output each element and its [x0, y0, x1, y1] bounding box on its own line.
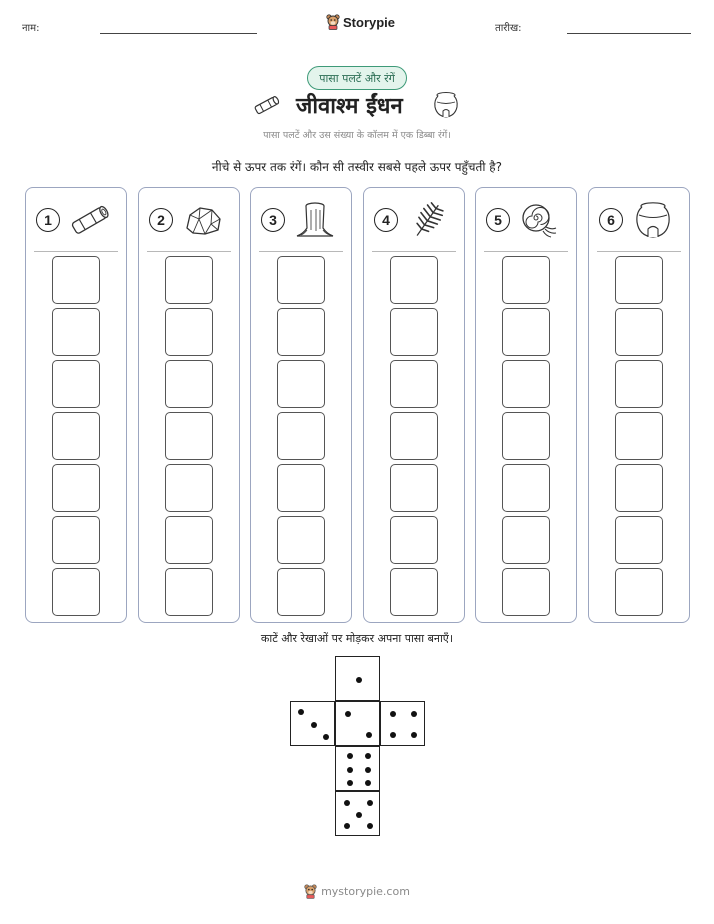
- color-box[interactable]: [165, 256, 213, 304]
- tree-stump-icon: [293, 200, 337, 240]
- color-box[interactable]: [615, 360, 663, 408]
- die-face[interactable]: [335, 701, 380, 746]
- color-box[interactable]: [390, 464, 438, 512]
- color-box[interactable]: [502, 568, 550, 616]
- color-box[interactable]: [615, 308, 663, 356]
- die-face[interactable]: [335, 656, 380, 701]
- die-pip: [298, 709, 304, 715]
- column-1: [25, 187, 127, 623]
- column-number: 5: [486, 208, 510, 232]
- color-box[interactable]: [277, 412, 325, 460]
- color-box[interactable]: [277, 464, 325, 512]
- die-pip: [311, 722, 317, 728]
- color-box[interactable]: [52, 568, 100, 616]
- color-box[interactable]: [390, 256, 438, 304]
- date-label: तारीख:: [495, 23, 522, 34]
- coal-rock-icon: [181, 200, 225, 240]
- pipe-icon: [252, 94, 282, 116]
- color-box[interactable]: [615, 256, 663, 304]
- color-box[interactable]: [615, 568, 663, 616]
- color-box[interactable]: [52, 464, 100, 512]
- die-pip: [411, 711, 417, 717]
- die-pip: [356, 677, 362, 683]
- color-box[interactable]: [502, 464, 550, 512]
- color-box[interactable]: [165, 308, 213, 356]
- column-header: [26, 188, 126, 250]
- column-number: 2: [149, 208, 173, 232]
- die-face[interactable]: [335, 791, 380, 836]
- column-6: [588, 187, 690, 623]
- column-2: [138, 187, 240, 623]
- column-divider: [372, 251, 456, 252]
- die-pip: [365, 753, 371, 759]
- die-face[interactable]: [380, 701, 425, 746]
- die-face[interactable]: [290, 701, 335, 746]
- column-divider: [34, 251, 118, 252]
- color-box[interactable]: [502, 516, 550, 564]
- die-pip: [344, 800, 350, 806]
- activity-badge: पासा पलटें और रंगें: [307, 66, 407, 90]
- column-divider: [147, 251, 231, 252]
- color-box[interactable]: [390, 308, 438, 356]
- color-box[interactable]: [52, 516, 100, 564]
- color-box[interactable]: [502, 360, 550, 408]
- brand-name: Storypie: [343, 14, 396, 30]
- die-pip: [344, 823, 350, 829]
- color-box[interactable]: [390, 568, 438, 616]
- die-pip: [347, 767, 353, 773]
- color-box[interactable]: [52, 412, 100, 460]
- die-face[interactable]: [335, 746, 380, 791]
- color-box[interactable]: [277, 516, 325, 564]
- footer: [0, 884, 714, 899]
- column-header: [139, 188, 239, 250]
- column-header: [364, 188, 464, 250]
- cut-instruction: काटें और रेखाओं पर मोड़कर अपना पासा बनाएँ।: [260, 632, 454, 645]
- oil-pot-icon: [631, 200, 675, 240]
- color-box[interactable]: [277, 568, 325, 616]
- color-box[interactable]: [502, 412, 550, 460]
- color-box[interactable]: [165, 516, 213, 564]
- die-pip: [347, 753, 353, 759]
- instruction-text: नीचे से ऊपर तक रंगें। कौन सी तस्वीर सबसे पहले ऊपर पहुँचती है?: [211, 160, 503, 174]
- color-box[interactable]: [390, 360, 438, 408]
- name-line[interactable]: [100, 33, 257, 34]
- name-label: नाम:: [22, 23, 40, 34]
- die-pip: [345, 711, 351, 717]
- die-pip: [365, 767, 371, 773]
- color-box[interactable]: [277, 360, 325, 408]
- header-row: [0, 14, 714, 38]
- color-box[interactable]: [52, 360, 100, 408]
- die-pip: [367, 823, 373, 829]
- column-divider: [259, 251, 343, 252]
- column-header: [476, 188, 576, 250]
- column-divider: [484, 251, 568, 252]
- date-line[interactable]: [567, 33, 691, 34]
- column-number: 6: [599, 208, 623, 232]
- die-pip: [367, 800, 373, 806]
- die-pip: [323, 734, 329, 740]
- subtitle: पासा पलटें और उस संख्या के कॉलम में एक डिब्बा रंगें।: [263, 130, 451, 141]
- column-number: 4: [374, 208, 398, 232]
- die-pip: [390, 732, 396, 738]
- column-number: 1: [36, 208, 60, 232]
- color-box[interactable]: [165, 464, 213, 512]
- color-box[interactable]: [52, 308, 100, 356]
- footer-url: mystorypie.com: [321, 885, 410, 898]
- die-pip: [347, 780, 353, 786]
- column-header: [589, 188, 689, 250]
- column-header: [251, 188, 351, 250]
- bear-mascot-icon: [304, 884, 317, 899]
- die-pip: [356, 812, 362, 818]
- color-box[interactable]: [165, 360, 213, 408]
- oil-pot-icon: [431, 90, 461, 120]
- column-4: [363, 187, 465, 623]
- color-box[interactable]: [390, 412, 438, 460]
- color-box[interactable]: [615, 464, 663, 512]
- color-box[interactable]: [277, 308, 325, 356]
- die-pip: [411, 732, 417, 738]
- color-box[interactable]: [615, 516, 663, 564]
- column-5: [475, 187, 577, 623]
- page-title: जीवाश्म ईंधन: [296, 94, 403, 119]
- die-pip: [390, 711, 396, 717]
- die-pip: [365, 780, 371, 786]
- column-divider: [597, 251, 681, 252]
- color-box[interactable]: [502, 256, 550, 304]
- fern-leaf-icon: [406, 200, 450, 240]
- color-box[interactable]: [165, 412, 213, 460]
- column-3: [250, 187, 352, 623]
- brand-logo: [326, 14, 395, 30]
- color-box[interactable]: [390, 516, 438, 564]
- pipe-icon: [68, 200, 112, 240]
- bear-mascot-icon: [326, 14, 340, 30]
- column-number: 3: [261, 208, 285, 232]
- color-box[interactable]: [502, 308, 550, 356]
- color-box[interactable]: [165, 568, 213, 616]
- color-box[interactable]: [52, 256, 100, 304]
- ammonite-fossil-icon: [518, 200, 562, 240]
- die-pip: [366, 732, 372, 738]
- color-box[interactable]: [277, 256, 325, 304]
- color-box[interactable]: [615, 412, 663, 460]
